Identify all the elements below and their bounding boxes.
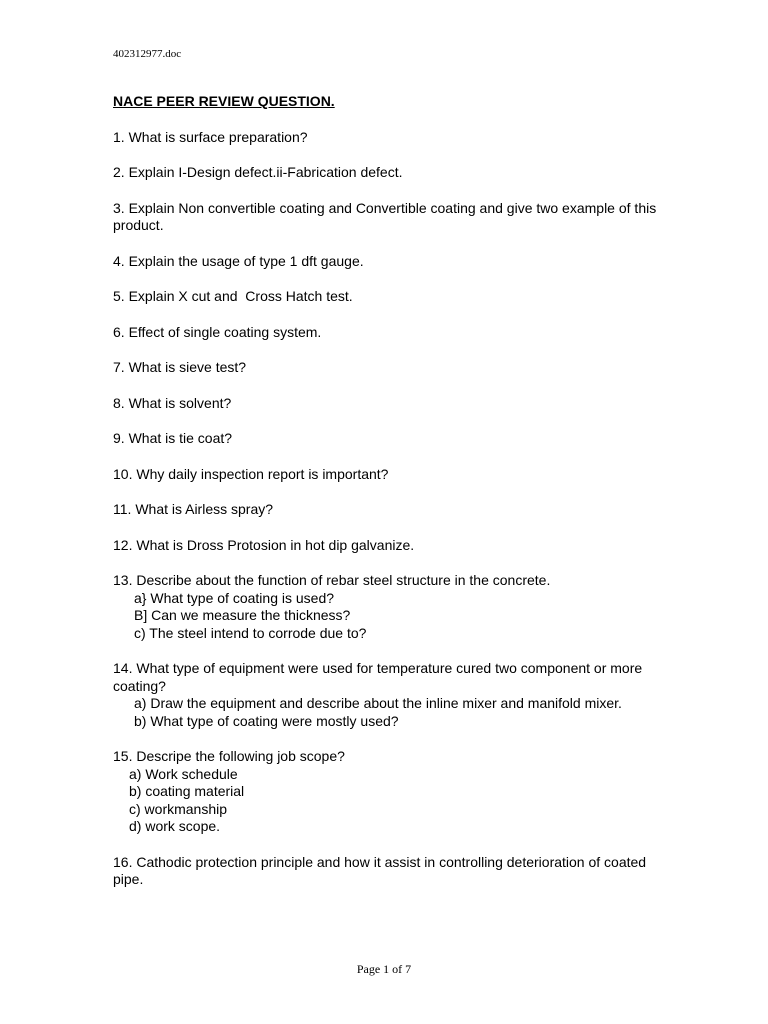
question-7 bbox=[113, 359, 673, 377]
question-8 bbox=[113, 395, 673, 413]
document-filename: 402312977.doc bbox=[113, 48, 182, 60]
sub-question: B] Can we measure the thickness? bbox=[134, 607, 351, 623]
question-text: 1. What is surface preparation? bbox=[113, 128, 308, 145]
question-5 bbox=[113, 288, 673, 306]
question-2 bbox=[113, 164, 673, 182]
document-title: NACE PEER REVIEW QUESTION. bbox=[113, 93, 335, 109]
question-9 bbox=[113, 430, 673, 448]
question-text: 4. Explain the usage of type 1 dft gauge. bbox=[113, 252, 364, 269]
question-16 bbox=[113, 854, 673, 889]
question-10 bbox=[113, 466, 673, 484]
sub-question: a) Draw the equipment and describe about the inline mixer and manifold mixer. bbox=[134, 695, 622, 711]
page-number: Page 1 of 7 bbox=[356, 962, 412, 976]
sub-question: b) coating material bbox=[129, 783, 245, 799]
question-6 bbox=[113, 324, 673, 342]
question-text: 5. Explain X cut and Cross Hatch test. bbox=[113, 288, 353, 304]
question-text: 14. What type of equipment were used for temperature cured two component or more coating? bbox=[113, 660, 643, 694]
question-1 bbox=[113, 129, 673, 147]
question-13 bbox=[113, 572, 673, 642]
question-text: 2. Explain I-Design defect.ii-Fabrication defect. bbox=[113, 164, 403, 180]
question-text: 13. Describe about the function of rebar steel structure in the concrete. bbox=[113, 572, 551, 588]
document-body bbox=[113, 93, 673, 907]
sub-question: a) Work schedule bbox=[129, 765, 238, 782]
question-text: 9. What is tie coat? bbox=[113, 430, 233, 446]
question-text: 11. What is Airless spray? bbox=[113, 501, 274, 517]
sub-question: c) workmanship bbox=[129, 800, 228, 817]
question-4 bbox=[113, 253, 673, 271]
question-text: 12. What is Dross Protosion in hot dip galvanize. bbox=[113, 536, 415, 553]
question-text: 8. What is solvent? bbox=[113, 394, 232, 411]
question-text: 10. Why daily inspection report is important? bbox=[113, 465, 389, 482]
question-text: 15. Descripe the following job scope? bbox=[113, 748, 345, 764]
question-14 bbox=[113, 660, 673, 730]
question-15 bbox=[113, 748, 673, 836]
question-text: 16. Cathodic protection principle and how it assist in controlling deterioration of coated pipe. bbox=[113, 853, 647, 887]
question-11 bbox=[113, 501, 673, 519]
question-text: 6. Effect of single coating system. bbox=[113, 323, 322, 340]
sub-question: c) The steel intend to corrode due to? bbox=[134, 624, 367, 641]
sub-question: a} What type of coating is used? bbox=[134, 589, 335, 606]
question-text: 7. What is sieve test? bbox=[113, 359, 247, 375]
sub-question: b) What type of coating were mostly used? bbox=[134, 712, 399, 729]
question-12 bbox=[113, 537, 673, 555]
sub-question: d) work scope. bbox=[129, 818, 221, 834]
question-3 bbox=[113, 200, 673, 235]
question-text: 3. Explain Non convertible coating and Convertible coating and give two example of this product. bbox=[113, 199, 657, 233]
